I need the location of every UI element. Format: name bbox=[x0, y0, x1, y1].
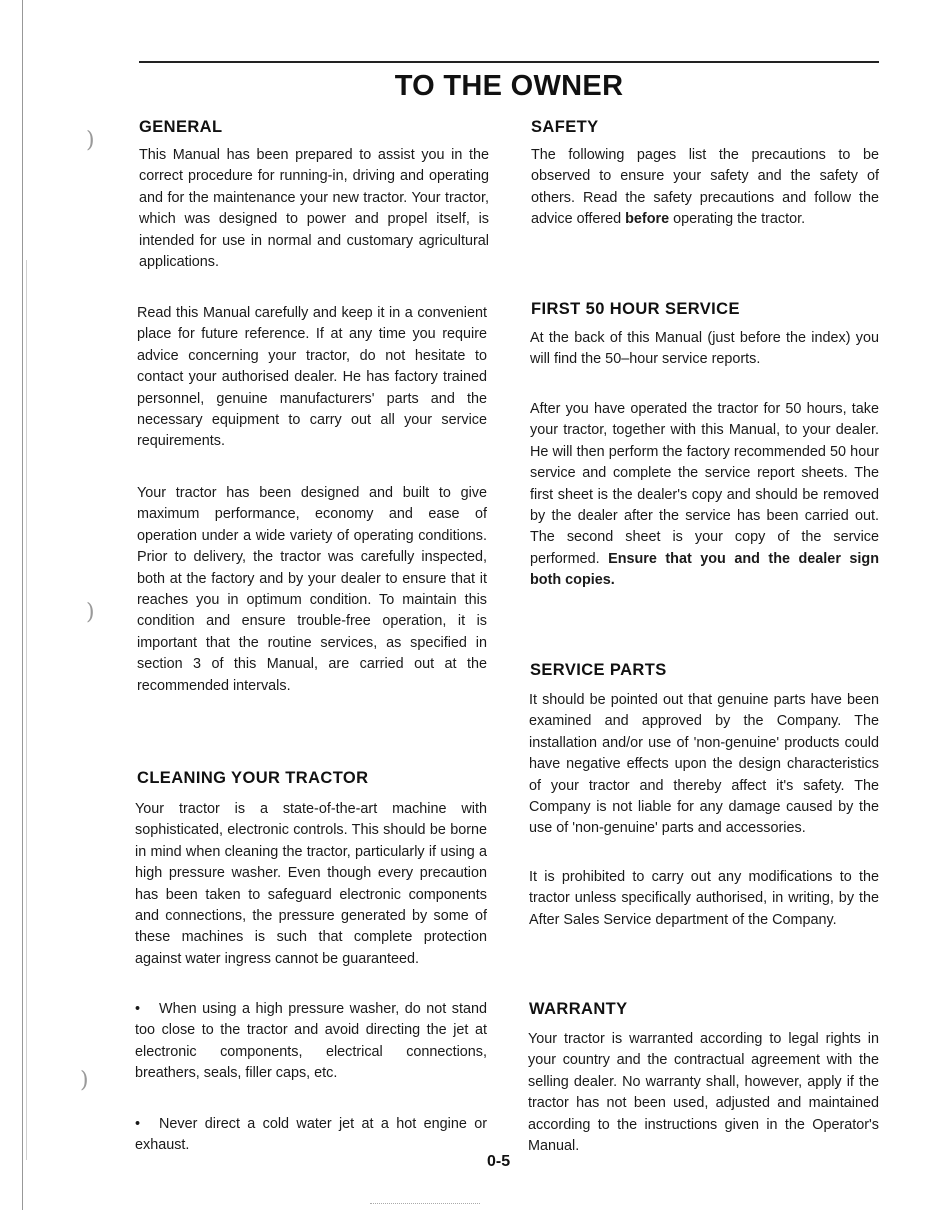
service-parts-heading: SERVICE PARTS bbox=[530, 661, 667, 679]
warranty-paragraph: Your tractor is warranted according to legal rights in your country and the contractual agreement with the selling dealer. No warranty shall, however, apply if the tractor has not been used, adjusted and maintained according to the instructions given in the Operator's Manual. bbox=[528, 1031, 879, 1155]
bullet-text: Never direct a cold water jet at a hot engine or exhaust. bbox=[135, 1116, 487, 1154]
cleaning-paragraph: Your tractor is a state-of-the-art machine with sophisticated, electronic controls. This should be borne in mind when cleaning the tractor, particularly if using a high pressure washer. Even though every precaution has been taken to safeguard electronic components and connections, the pressure generated by some of these machines is such that complete protection against water ingress cannot be guaranteed. bbox=[135, 801, 487, 967]
general-paragraph-3: Your tractor has been designed and built to give maximum performance, economy and ease of operation under a wide variety of operating conditions. Prior to delivery, the tractor was carefully inspected, both at the factory and by your dealer to ensure that it reaches you in optimum condition. To maintain this condition and ensure trouble-free operation, it is important that the routine services, as specified in section 3 of this Manual, are carried out at the recommended intervals. bbox=[137, 485, 487, 694]
page-title: TO THE OWNER bbox=[394, 70, 624, 102]
binding-edge-shadow bbox=[26, 260, 27, 1160]
punch-hole-mark: ) bbox=[86, 600, 95, 625]
general-heading: GENERAL bbox=[139, 118, 223, 136]
first-50-hour-heading: FIRST 50 HOUR SERVICE bbox=[531, 300, 740, 318]
binding-edge bbox=[22, 0, 23, 1210]
first-50-hour-paragraph-1: At the back of this Manual (just before the index) you will find the 50–hour service reports. bbox=[530, 330, 879, 368]
bullet-text: When using a high pressure washer, do not stand too close to the tractor and avoid directing the jet at electronic components, electrical connections, breathers, seals, filler caps, etc. bbox=[135, 1001, 487, 1082]
safety-heading: SAFETY bbox=[531, 118, 599, 136]
title-rule bbox=[139, 61, 879, 63]
safety-emphasis: before bbox=[625, 211, 670, 228]
service-parts-paragraph-2: It is prohibited to carry out any modifications to the tractor unless specifically authorised, in writing, by the After Sales Service department of the Company. bbox=[529, 869, 879, 928]
cleaning-bullet-1 bbox=[135, 999, 487, 1085]
safety-paragraph: The following pages list the precautions to be observed to ensure your safety and the safety of others. Read the safety precautions and follow the advice offered before operating the tractor. bbox=[531, 147, 879, 228]
page-number: 0-5 bbox=[487, 1153, 511, 1170]
sign-copies-emphasis: Ensure that you and the dealer sign both copies. bbox=[530, 550, 879, 589]
cleaning-bullet-2 bbox=[135, 1114, 487, 1157]
cleaning-heading: CLEANING YOUR TRACTOR bbox=[137, 769, 369, 787]
punch-hole-mark: ) bbox=[86, 128, 95, 153]
general-paragraph-1: This Manual has been prepared to assist you in the correct procedure for running-in, driving and operating and for the maintenance your new tractor. Your tractor, which was designed to power and propel itself, is intended for use in normal and customary agricultural applications. bbox=[139, 147, 489, 271]
warranty-heading: WARRANTY bbox=[529, 1000, 628, 1018]
bullet-icon: • bbox=[135, 1116, 141, 1132]
scan-noise bbox=[370, 1203, 480, 1205]
general-paragraph-2: Read this Manual carefully and keep it in a convenient place for future reference. If at any time you require advice concerning your tractor, do not hesitate to contact your authorised dealer. He has factory trained personnel, genuine manufacturers' parts and the necessary equipment to carry out all your service requirements. bbox=[137, 305, 487, 450]
bullet-icon: • bbox=[135, 1001, 141, 1017]
first-50-hour-paragraph-2: After you have operated the tractor for 50 hours, take your tractor, together with this Manual, to your dealer. He will then perform the factory recommended 50 hour service and complete the service report sheets. The first sheet is the dealer's copy and should be removed by the dealer after the service has been carried out. The second sheet is your copy of the service performed. Ensure that you and the dealer sign both copies. bbox=[530, 401, 879, 589]
punch-hole-mark: ) bbox=[80, 1068, 89, 1093]
service-parts-paragraph-1: It should be pointed out that genuine parts have been examined and approved by the Company. The installation and/or use of 'non-genuine' products could have negative effects upon the design characteristics of your tractor and thereby affect it's safety. The Company is not liable for any damage caused by the use of 'non-genuine' parts and accessories. bbox=[529, 692, 879, 837]
